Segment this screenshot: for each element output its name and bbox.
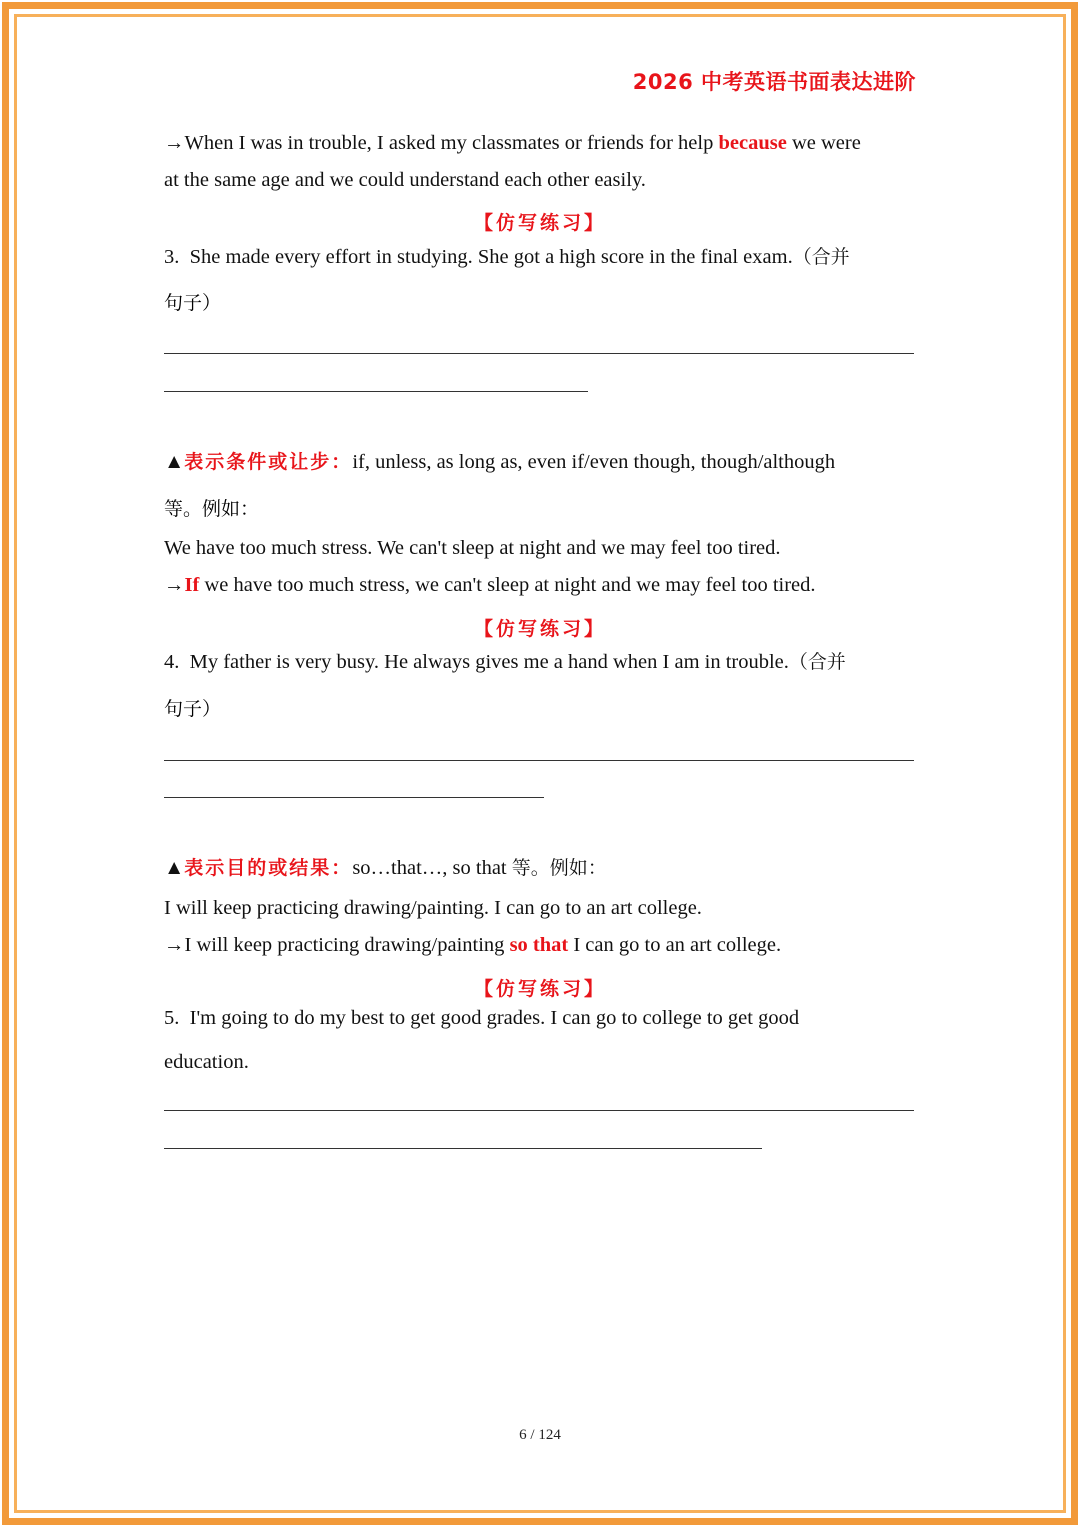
- cause-keyword: because: [718, 132, 787, 154]
- question-3-hint-line2: 句子）: [164, 292, 222, 314]
- cause-answer-line1: [164, 132, 861, 155]
- condition-heading-line: [164, 447, 835, 474]
- purpose-heading: 表示目的或结果：: [184, 857, 353, 879]
- cause-answer-line2: at the same age and we could understand each other easily.: [164, 169, 646, 191]
- answer-line-4a[interactable]: [164, 760, 914, 761]
- purpose-tail: 等。例如：: [511, 857, 607, 879]
- question-4-number: 4.: [164, 651, 180, 673]
- question-3: [164, 242, 850, 269]
- question-4-hint: （合并: [788, 651, 846, 673]
- answer-line-3b[interactable]: [164, 391, 588, 392]
- page-number: 6 / 124: [519, 1427, 561, 1443]
- purpose-answer-prefix: →I will keep practicing drawing/painting: [164, 934, 510, 956]
- question-5: [164, 1007, 799, 1030]
- practice-label-4: 【仿写练习】: [473, 618, 606, 640]
- question-4-text: My father is very busy. He always gives me a hand when I am in trouble.: [189, 651, 789, 673]
- question-3-hint: （合并: [792, 246, 850, 268]
- question-4: [164, 647, 846, 674]
- condition-keyword: If: [184, 574, 200, 596]
- question-5-line2: education.: [164, 1051, 249, 1073]
- purpose-answer: [164, 934, 781, 957]
- condition-example: We have too much stress. We can't sleep at night and we may feel too tired.: [164, 537, 781, 559]
- page-frame-inner: [14, 14, 1066, 1513]
- purpose-answer-suffix: I can go to an art college.: [568, 934, 782, 956]
- condition-heading: 表示条件或让步：: [184, 451, 353, 473]
- practice-label-3: 【仿写练习】: [473, 212, 606, 234]
- condition-tail: 等。例如：: [164, 498, 260, 520]
- triangle-marker-icon: ▲: [164, 857, 185, 879]
- question-3-text: She made every effort in studying. She got a high score in the final exam.: [189, 246, 793, 268]
- practice-label-5: 【仿写练习】: [473, 978, 606, 1000]
- question-4-hint-line2: 句子）: [164, 698, 222, 720]
- question-3-number: 3.: [164, 246, 180, 268]
- question-5-number: 5.: [164, 1007, 180, 1029]
- cause-answer-prefix: →When I was in trouble, I asked my classmates or friends for help: [164, 132, 719, 154]
- document-header-title: 2026 中考英语书面表达进阶: [632, 70, 916, 94]
- answer-line-3a[interactable]: [164, 353, 914, 354]
- condition-answer-rest: we have too much stress, we can't sleep at night and we may feel too tired.: [199, 574, 816, 596]
- answer-line-5a[interactable]: [164, 1110, 914, 1111]
- purpose-heading-line: [164, 853, 607, 880]
- answer-line-5b[interactable]: [164, 1148, 762, 1149]
- purpose-example: I will keep practicing drawing/painting. I can go to an art college.: [164, 897, 702, 919]
- purpose-connectives: so…that…, so that: [352, 857, 512, 879]
- purpose-keyword: so that: [509, 934, 569, 956]
- answer-line-4b[interactable]: [164, 797, 544, 798]
- arrow-icon: →: [164, 574, 185, 596]
- condition-answer: [164, 574, 816, 597]
- condition-connectives: if, unless, as long as, even if/even though, though/although: [352, 451, 836, 473]
- cause-answer-suffix: we were: [786, 132, 861, 154]
- question-5-text: I'm going to do my best to get good grades. I can go to college to get good: [189, 1007, 800, 1029]
- triangle-marker-icon: ▲: [164, 451, 185, 473]
